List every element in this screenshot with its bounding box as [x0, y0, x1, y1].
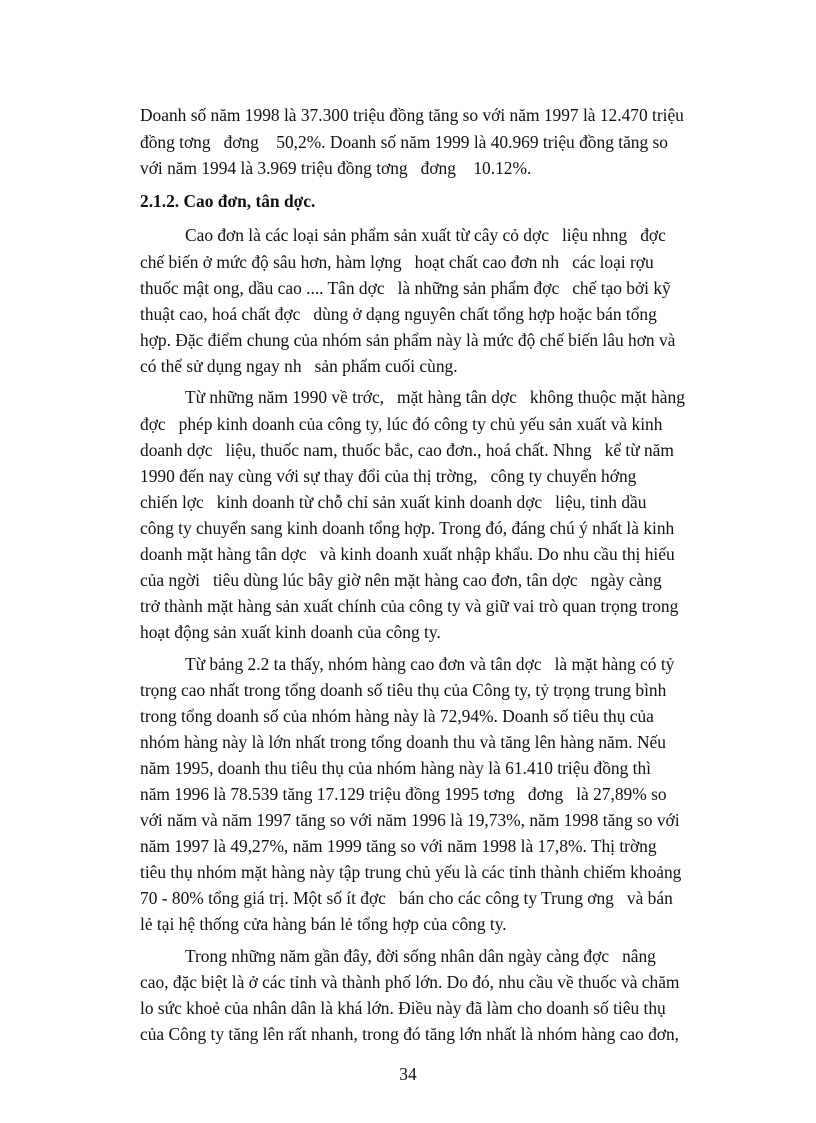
paragraph-3-line-2: đợc phép kinh doanh của công ty, lúc đó công ty chủ yếu sản xuất và kinh [140, 414, 663, 434]
paragraph-4-line-3: trong tổng doanh số của nhóm hàng này là 72,94%. Doanh số tiêu thụ của [140, 706, 654, 726]
paragraph-2-line-2: chế biến ở mức độ sâu hơn, hàm lợng hoạt chất cao đơn nh các loại rợu [140, 252, 654, 272]
paragraph-5-line-2: cao, đặc biệt là ở các tỉnh và thành phố lớn. Do đó, nhu cầu về thuốc và chăm [140, 972, 680, 992]
paragraph-3-line-10: hoạt động sản xuất kinh doanh của công ty. [140, 622, 441, 642]
paragraph-3-line-7: doanh mặt hàng tân dợc và kinh doanh xuất nhập khẩu. Do nhu cầu thị hiếu [140, 544, 675, 564]
paragraph-5-line-1: Trong những năm gần đây, đời sống nhân dân ngày càng đợc nâng [185, 946, 656, 966]
paragraph-5-line-3: lo sức khoẻ của nhân dân là khá lớn. Điều này đã làm cho doanh số tiêu thụ [140, 998, 666, 1018]
paragraph-5-line-4: của Công ty tăng lên rất nhanh, trong đó tăng lớn nhất là nhóm hàng cao đơn, [140, 1024, 680, 1044]
page-number: 34 [399, 1064, 417, 1084]
paragraph-2-line-1: Cao đơn là các loại sản phẩm sản xuất từ cây cỏ dợc liệu nhng đợc [185, 225, 666, 245]
section-heading: 2.1.2. Cao đơn, tân dợc. [140, 191, 316, 211]
paragraph-2-line-5: hợp. Đặc điểm chung của nhóm sản phẩm này là mức độ chế biến lâu hơn và [140, 330, 676, 350]
paragraph-4-line-9: tiêu thụ nhóm mặt hàng này tập trung chủ yếu là các tỉnh thành chiếm khoảng [140, 862, 682, 882]
paragraph-3-line-8: của ngời tiêu dùng lúc bây giờ nên mặt hàng cao đơn, tân dợc ngày càng [140, 570, 662, 590]
paragraph-4-line-2: trọng cao nhất trong tổng doanh số tiêu thụ của Công ty, tỷ trọng trung bình [140, 680, 667, 700]
paragraph-2-line-3: thuốc mật ong, dầu cao .... Tân dợc là những sản phẩm đợc chế tạo bởi kỹ [140, 278, 671, 298]
paragraph-4-line-6: năm 1996 là 78.539 tăng 17.129 triệu đồng 1995 tơng đơng là 27,89% so [140, 784, 667, 804]
paragraph-3-line-5: chiến lợc kinh doanh từ chỗ chỉ sản xuất kinh doanh dợc liệu, tinh dầu [140, 492, 647, 512]
paragraph-3-line-1: Từ những năm 1990 về trớc, mặt hàng tân dợc không thuộc mặt hàng [185, 387, 685, 407]
paragraph-4-line-11: lẻ tại hệ thống cửa hàng bán lẻ tổng hợp của công ty. [140, 914, 507, 934]
paragraph-4-line-10: 70 - 80% tổng giá trị. Một số ít đợc bán cho các công ty Trung ơng và bán [140, 888, 673, 908]
paragraph-4-line-1: Từ bảng 2.2 ta thấy, nhóm hàng cao đơn và tân dợc là mặt hàng có tỷ [185, 654, 675, 674]
paragraph-1-line-3: với năm 1994 là 3.969 triệu đồng tơng đơng 10.12%. [140, 158, 532, 178]
paragraph-1-line-1: Doanh số năm 1998 là 37.300 triệu đồng tăng so với năm 1997 là 12.470 triệu [140, 105, 684, 125]
paragraph-4-line-7: với năm và năm 1997 tăng so với năm 1996 là 19,73%, năm 1998 tăng so với [140, 810, 680, 830]
paragraph-2-line-6: có thể sử dụng ngay nh sản phẩm cuối cùng. [140, 356, 458, 376]
paragraph-3-line-3: doanh dợc liệu, thuốc nam, thuốc bắc, cao đơn., hoá chất. Nhng kể từ năm [140, 440, 674, 460]
paragraph-3-line-6: công ty chuyển sang kinh doanh tổng hợp. Trong đó, đáng chú ý nhất là kinh [140, 518, 675, 538]
paragraph-4-line-5: năm 1995, doanh thu tiêu thụ của nhóm hàng này là 61.410 triệu đồng thì [140, 758, 652, 778]
paragraph-4-line-4: nhóm hàng này là lớn nhất trong tổng doanh thu và tăng lên hàng năm. Nếu [140, 732, 666, 752]
paragraph-2-line-4: thuật cao, hoá chất đợc dùng ở dạng nguyên chất tổng hợp hoặc bán tổng [140, 304, 657, 324]
paragraph-1-line-2: đồng tơng đơng 50,2%. Doanh số năm 1999 là 40.969 triệu đồng tăng so [140, 132, 668, 152]
paragraph-4-line-8: năm 1997 là 49,27%, năm 1999 tăng so với năm 1998 là 17,8%. Thị trờng [140, 836, 657, 856]
paragraph-3-line-9: trở thành mặt hàng sản xuất chính của công ty và giữ vai trò quan trọng trong [140, 596, 679, 616]
paragraph-3-line-4: 1990 đến nay cùng với sự thay đổi của thị trờng, công ty chuyển hớng [140, 466, 637, 486]
